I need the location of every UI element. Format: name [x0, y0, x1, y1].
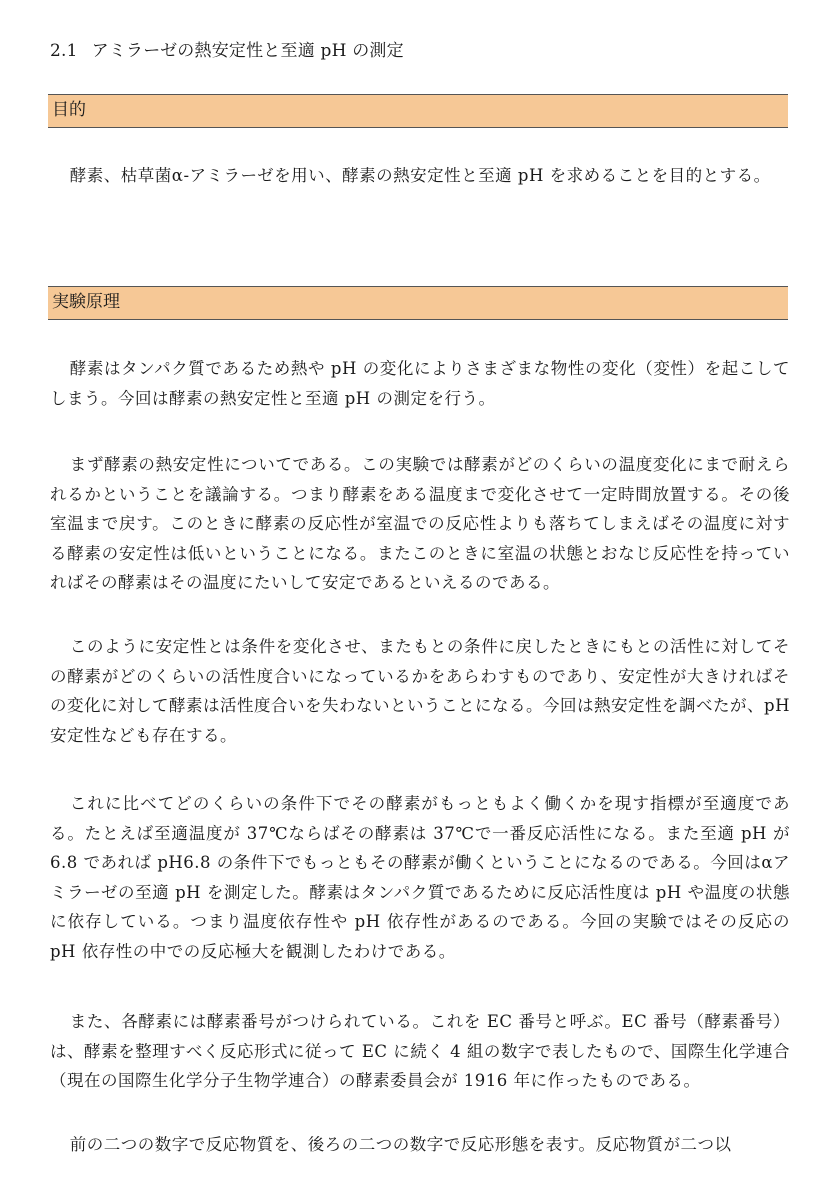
principle-paragraph-5: また、各酵素には酵素番号がつけられている。これを EC 番号と呼ぶ。EC 番号（酵素番号）は、酵素を整理すべく反応形式に従って EC に続く 4 組の数字で表したもので、国際生化学連合（現在の国際生化学分子生物学連合）の酵素委員会が 1916 年に作ったものである。 — [50, 1012, 790, 1090]
principle-paragraph-1: 酵素はタンパク質であるため熱や pH の変化によりさまざまな物性の変化（変性）を起こしてしまう。今回は酵素の熱安定性と至適 pH の測定を行う。 — [50, 359, 790, 408]
principle-heading: 実験原理 — [48, 286, 788, 320]
purpose-paragraph: 酵素、枯草菌α-アミラーゼを用い、酵素の熱安定性と至適 pH を求めることを目的とする。 — [69, 166, 771, 185]
section-title — [50, 36, 404, 61]
principle-paragraph-4: これに比べてどのくらいの条件下でその酵素がもっともよく働くかを現す指標が至適度である。たとえば至適温度が 37℃ならばその酵素は 37℃で一番反応活性になる。また至適 pH が 6.8 であれば pH6.8 の条件下でもっともその酵素が働くということになるのである。今回はαアミラーゼの至適 pH を測定した。酵素はタンパク質であるために反応活性度は pH や温度の状態に依存している。つまり温度依存性や pH 依存性があるのである。今回の実験ではその反応の pH 依存性の中での反応極大を観測したわけである。 — [50, 794, 790, 961]
principle-paragraph-2: まず酵素の熱安定性についてである。この実験では酵素がどのくらいの温度変化にまで耐えられるかということを議論する。つまり酵素をある温度まで変化させて一定時間放置する。その後室温まで戻す。このときに酵素の反応性が室温での反応性よりも落ちてしまえばその温度に対する酵素の安定性は低いということになる。またこのときに室温の状態とおなじ反応性を持っていればその酵素はその温度にたいして安定であるといえるのである。 — [50, 455, 791, 592]
section-number: 2.1 — [50, 41, 78, 61]
purpose-heading: 目的 — [48, 94, 788, 128]
principle-paragraph-6: 前の二つの数字で反応物質を、後ろの二つの数字で反応形態を表す。反応物質が二つ以 — [69, 1135, 732, 1154]
principle-paragraph-3: このように安定性とは条件を変化させ、またもとの条件に戻したときにもとの活性に対してその酵素がどのくらいの活性度合いになっているかをあらわすものであり、安定性が大きければその変化に対して酵素は活性度合いを失わないということになる。今回は熱安定性を調べたが、pH 安定性なども存在する。 — [50, 637, 790, 745]
section-title-text: アミラーゼの熱安定性と至適 pH の測定 — [91, 41, 404, 61]
